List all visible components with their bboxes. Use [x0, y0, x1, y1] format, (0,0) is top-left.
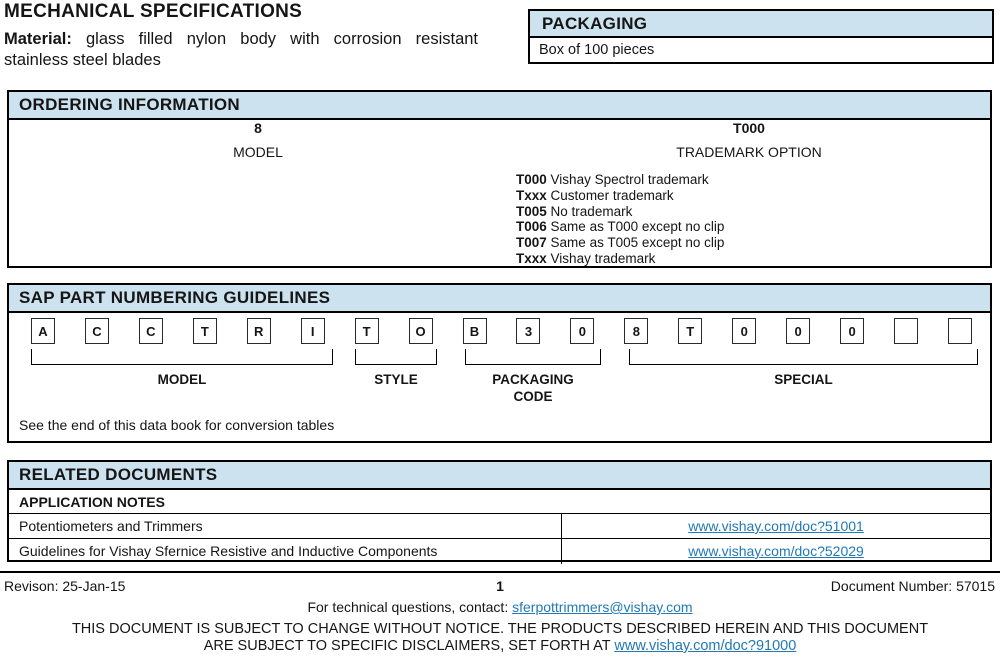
special-group-label: SPECIAL	[774, 372, 833, 387]
conversion-tables-note: See the end of this data book for conversion tables	[19, 417, 335, 433]
sap-box: T	[193, 318, 217, 344]
special-bracket	[629, 349, 978, 365]
option-desc: Vishay trademark	[550, 250, 656, 266]
related-document-row	[9, 539, 990, 564]
option-code: T006	[516, 219, 547, 235]
trademark-options-list	[516, 172, 724, 267]
option-code: T000	[516, 172, 547, 187]
document-link[interactable]: www.vishay.com/doc?52029	[688, 543, 864, 559]
option-desc: No trademark	[550, 203, 633, 219]
related-document-row	[9, 514, 990, 539]
trademark-option-row	[516, 188, 724, 204]
sap-part-numbering-section	[7, 283, 992, 443]
sap-box: 3	[516, 318, 540, 344]
option-desc: Same as T005 except no clip	[550, 235, 725, 251]
option-code: T005	[516, 203, 547, 219]
technical-contact-line	[0, 599, 1000, 615]
document-number: Document Number: 57015	[830, 578, 995, 594]
document-title: Potentiometers and Trimmers	[9, 514, 562, 538]
sap-box: 8	[624, 318, 648, 344]
trademark-option-label: TRADEMARK OPTION	[676, 144, 822, 160]
sap-part-numbering-header: SAP PART NUMBERING GUIDELINES	[9, 285, 990, 313]
trademark-option-row	[516, 172, 724, 188]
application-notes-subheader: APPLICATION NOTES	[9, 490, 990, 514]
contact-prefix: For technical questions, contact:	[307, 599, 509, 615]
sap-box: T	[678, 318, 702, 344]
model-group-label: MODEL	[157, 372, 207, 387]
trademark-option-row	[516, 235, 724, 251]
sap-box: R	[247, 318, 271, 344]
packaging-code-group-label: PACKAGING CODE	[492, 372, 574, 404]
related-documents-section	[7, 460, 992, 562]
ordering-information-section	[7, 90, 992, 268]
style-group-label: STYLE	[374, 372, 418, 387]
material-paragraph	[4, 29, 478, 71]
packaging-content: Box of 100 pieces	[539, 42, 655, 58]
material-text: glass filled nylon body with corrosion resistant stainless steel blades	[4, 30, 478, 69]
disclaimer-link[interactable]: www.vishay.com/doc?91000	[614, 638, 797, 654]
model-value: 8	[254, 120, 262, 136]
option-desc: Customer trademark	[550, 187, 674, 203]
trademark-option-row	[516, 251, 724, 267]
option-desc: Same as T000 except no clip	[550, 219, 725, 235]
sap-box: C	[85, 318, 109, 344]
option-desc: Vishay Spectrol trademark	[550, 172, 709, 187]
trademark-option-row	[516, 204, 724, 220]
material-label: Material:	[4, 30, 72, 48]
document-title: Guidelines for Vishay Sfernice Resistive and Inductive Components	[9, 539, 562, 564]
sap-box: B	[463, 318, 487, 344]
model-bracket	[31, 349, 333, 365]
packaging-section	[528, 9, 994, 64]
disclaimer-line-1: THIS DOCUMENT IS SUBJECT TO CHANGE WITHOUT NOTICE. THE PRODUCTS DESCRIBED HEREIN AND THIS DOCUMENT	[71, 621, 929, 637]
mechanical-specifications-title: MECHANICAL SPECIFICATIONS	[4, 1, 303, 22]
ordering-information-header: ORDERING INFORMATION	[9, 92, 990, 120]
contact-email-link[interactable]: sferpottrimmers@vishay.com	[512, 599, 693, 615]
document-link[interactable]: www.vishay.com/doc?51001	[688, 518, 864, 534]
sap-box: C	[139, 318, 163, 344]
footer-divider	[0, 571, 1000, 573]
option-code: Txxx	[516, 250, 547, 266]
page-number: 1	[496, 578, 504, 594]
related-documents-header: RELATED DOCUMENTS	[9, 462, 990, 490]
sap-box: 0	[786, 318, 810, 344]
sap-box: 0	[732, 318, 756, 344]
trademark-value: T000	[733, 120, 765, 136]
sap-box: 0	[840, 318, 864, 344]
sap-box	[894, 318, 918, 344]
sap-box: A	[31, 318, 55, 344]
sap-box	[948, 318, 972, 344]
sap-code-boxes	[31, 318, 972, 344]
packaging-header: PACKAGING	[530, 11, 992, 38]
sap-box: T	[355, 318, 379, 344]
disclaimer-text: ARE SUBJECT TO SPECIFIC DISCLAIMERS, SET FORTH AT	[203, 638, 611, 654]
sap-box: 0	[570, 318, 594, 344]
style-bracket	[355, 349, 437, 365]
model-label: MODEL	[233, 144, 283, 160]
sap-box: I	[301, 318, 325, 344]
disclaimer-line-2	[0, 638, 1000, 654]
option-code: Txxx	[516, 187, 547, 203]
trademark-option-row	[516, 219, 724, 235]
option-code: T007	[516, 235, 547, 251]
packaging-code-bracket	[465, 349, 601, 365]
sap-box: O	[409, 318, 433, 344]
revision-date: Revison: 25-Jan-15	[4, 578, 126, 594]
